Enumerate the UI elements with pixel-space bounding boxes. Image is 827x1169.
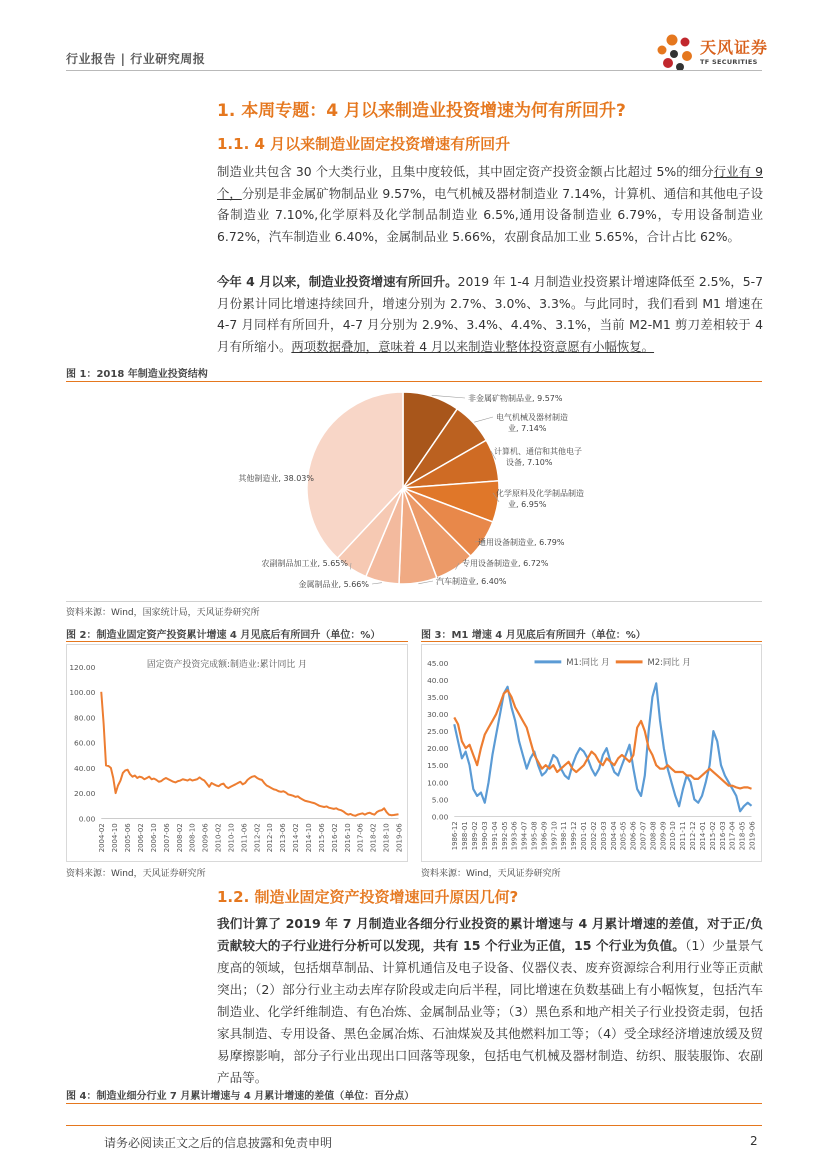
x-tick-label: 2015-02 [708,821,717,851]
x-tick-label: 2008-10 [188,823,197,853]
figure-3-source: 资料来源：Wind，天风证券研究所 [421,869,561,879]
footer-disclaimer: 请务必阅读正文之后的信息披露和免责申明 [104,1136,333,1150]
paragraph-3 [217,913,763,1089]
x-tick-label: 2015-06 [317,823,326,853]
y-tick-label: 35.00 [427,692,449,702]
pie-label-line: 金属制品业, 5.66% [298,580,369,589]
x-tick-label: 2014-02 [292,823,301,853]
paragraph-2-tail: 两项数据叠加，意味着 4 月以来制造业整体投资意愿有小幅恢复。 [291,338,655,354]
pie-label-line: 非金属矿物制品业, 9.57% [468,394,563,403]
pie-label-line: 设备, 7.10% [506,458,553,467]
y-tick-label: 40.00 [74,763,96,773]
page-number: 2 [750,1134,758,1148]
x-tick-label: 1994-07 [520,821,529,851]
x-tick-label: 1989-02 [471,821,480,851]
x-tick-label: 2018-05 [738,821,747,851]
x-tick-label: 2008-02 [175,823,184,853]
y-tick-label: 45.00 [427,658,449,668]
y-tick-label: 10.00 [427,778,449,788]
x-tick-label: 2005-05 [619,821,628,851]
figure-1-title: 图 1：2018 年制造业投资结构 [66,369,208,380]
paragraph-1-part1: 制造业共包含 30 个大类行业，且集中度较低，其中固定资产投资金额占比超过 5%的细分 [217,164,714,179]
pie-label-line: 化学原料及化学制品制造 [496,489,584,498]
x-tick-label: 1998-11 [560,821,569,851]
y-tick-label: 5.00 [431,795,449,805]
figure-4-title: 图 4：制造业细分行业 7 月累计增速与 4 月累计增速的差值（单位：百分点） [66,1091,415,1102]
x-tick-label: 1993-06 [510,821,519,851]
x-tick-label: 2004-04 [609,821,618,851]
figure-2-line-chart [66,644,408,862]
section-1-title: 1. 本周专题：4 月以来制造业投资增速为何有所回升? [217,101,626,121]
figure-2-source: 资料来源：Wind，天风证券研究所 [66,869,206,879]
figure-3-line-chart [421,644,762,862]
header-divider [66,70,762,71]
figure-2-title: 图 2：制造业固定资产投资累计增速 4 月见底后有所回升（单位：%） [66,630,381,641]
y-tick-label: 80.00 [74,713,96,723]
paragraph-2 [217,271,763,357]
paragraph-2-lead: 今年 4 月以来，制造业投资增速有所回升。 [217,274,458,289]
figure-3-rule [421,641,762,642]
x-tick-label: 2017-04 [728,821,737,851]
pie-label-line: 通用设备制造业, 6.79% [478,538,565,547]
x-tick-label: 2012-02 [253,823,262,853]
x-tick-label: 2012-10 [266,823,275,853]
pie-label-0 [468,393,563,403]
x-tick-label: 2018-10 [382,823,391,853]
x-tick-label: 2011-06 [240,823,249,853]
x-tick-label: 2003-03 [599,821,608,851]
paragraph-2-body: 2019 年 1-4 月制造业投资累计增速降低至 2.5%，5-7 月份累计同比增速持续回升，增速分别为 2.7%、3.0%、3.3%。与此同时，我们看到 M1 增速在 4-7 月同样有所回升，4-7 月分别为 2.9%、3.4%、4.4%、3.1%，当前 M2-M1 剪刀差相较于 4 月有所缩小。 [217,274,763,354]
figure-1-rule [66,381,762,382]
pie-label-5 [462,558,549,568]
pie-label-line: 电气机械及器材制造 [496,413,568,422]
y-tick-label: 0.00 [431,812,449,822]
report-category: 行业报告 | 行业研究周报 [66,52,206,66]
x-tick-label: 2009-06 [201,823,210,853]
section-1-2-title: 1.2. 制造业固定资产投资增速回升原因几何? [217,888,519,906]
figure-3-title: 图 3：M1 增速 4 月见底后有所回升（单位：%） [421,630,646,641]
x-tick-label: 2018-02 [369,823,378,853]
y-tick-label: 15.00 [427,761,449,771]
x-tick-label: 2019-06 [395,823,404,853]
x-tick-label: 1992-05 [500,821,509,851]
pie-label-2 [494,446,582,467]
pie-label-3 [496,488,584,509]
x-tick-label: 1986-12 [451,821,460,851]
pie-label-4 [478,537,565,547]
paragraph-1-part3: 分别是非金属矿物制品业 9.57%，电气机械及器材制造业 7.14%，计算机、通信和其他电子设备制造业 7.10%,化学原料及化学制品制造业 6.5%,通用设备制造业 6.79%，专用设备制造业 6.72%，汽车制造业 6.40%，金属制品业 5.66%，农副食品加工业 5.65%，合计占比 62%。 [217,185,763,244]
x-tick-label: 2004-02 [98,823,107,853]
y-tick-label: 20.00 [74,789,96,799]
figure-2-rule [66,641,408,642]
chart-2-title: 固定资产投资完成额:制造业:累计同比 月 [146,659,308,670]
figure-1-bottom-rule [66,601,762,602]
x-tick-label: 2010-10 [227,823,236,853]
x-tick-label: 2016-02 [330,823,339,853]
y-tick-label: 120.00 [69,662,96,672]
pie-label-7 [299,579,370,589]
pie-label-line: 计算机、通信和其他电子 [494,447,582,456]
brand-subtitle: TF SECURITIES [700,58,758,66]
y-tick-label: 40.00 [427,675,449,685]
legend-m1-label: M1:同比 月 [566,656,610,667]
x-tick-label: 2001-01 [580,821,589,851]
x-tick-label: 2005-06 [124,823,133,853]
x-tick-label: 2006-06 [629,821,638,851]
figure-1-source: 资料来源：Wind，国家统计局，天风证券研究所 [66,608,260,618]
x-tick-label: 2014-10 [305,823,314,853]
series-line-0 [454,683,751,811]
x-tick-label: 2006-10 [149,823,158,853]
x-tick-label: 2004-10 [111,823,120,853]
pie-label-line: 汽车制造业, 6.40% [436,577,507,586]
x-tick-label: 2010-02 [214,823,223,853]
x-tick-label: 1999-12 [570,821,579,851]
footer-divider [66,1125,762,1126]
y-tick-label: 0.00 [78,814,96,824]
x-tick-label: 2013-06 [279,823,288,853]
x-tick-label: 2002-02 [589,821,598,851]
x-tick-label: 2017-06 [356,823,365,853]
x-tick-label: 2007-06 [162,823,171,853]
pie-label-line: 业, 7.14% [508,424,547,433]
pie-label-line: 业, 6.95% [508,500,547,509]
x-tick-label: 2008-08 [649,821,658,851]
paragraph-3-body: （1）少量景气度高的领域，包括烟草制品、计算机通信及电子设备、仪器仪表、废弃资源综合利用行业等正贡献突出；（2）部分行业主动去库存阶段或走向后半程，同比增速在负数基础上有小幅恢复，包括汽车制造业、化学纤维制造、有色冶炼、金属制品业等；（3）黑色系和地产相关子行业投资走弱，包括家具制造、专用设备、黑色金属冶炼、石油煤炭及其他燃料加工等；（4）受全球经济增速放缓及贸易摩擦影响，部分子行业出现出口回落等现象，包括电气机械及器材制造、纺织、服装服饰、农副产品等。 [217,938,763,1085]
x-tick-label: 2010-10 [669,821,678,851]
x-tick-label: 1991-04 [490,821,499,851]
pie-label-1 [496,412,568,433]
pie-leader-7 [372,583,382,584]
y-tick-label: 25.00 [427,727,449,737]
brand-name: 天风证券 [700,38,769,57]
pie-label-line: 专用设备制造业, 6.72% [462,559,549,568]
x-tick-label: 2006-02 [137,823,146,853]
paragraph-1-underlined: 行业有 9 个， [217,164,763,201]
y-tick-label: 30.00 [427,710,449,719]
pie-label-6 [436,576,507,586]
x-tick-label: 1997-10 [550,821,559,851]
x-tick-label: 1988-01 [461,821,470,851]
y-tick-label: 60.00 [74,738,96,748]
pie-label-8 [262,558,349,568]
pie-leader-1 [474,417,493,422]
x-tick-label: 2014-01 [698,821,707,851]
x-tick-label: 1990-03 [480,821,489,851]
x-tick-label: 2009-09 [659,821,668,851]
pie-label-line: 其他制造业, 38.03% [238,474,314,483]
x-tick-label: 2012-12 [689,821,698,851]
figure-4-rule [66,1103,762,1104]
x-tick-label: 2019-06 [748,821,757,851]
x-tick-label: 2016-03 [718,821,727,851]
x-tick-label: 2007-07 [639,821,648,851]
y-tick-label: 20.00 [427,744,449,754]
figure-1-pie-chart [66,384,762,600]
brand-logo-petals [658,35,693,72]
pie-label-line: 农副制品加工业, 5.65% [261,559,348,568]
paragraph-3-lead: 我们计算了 2019 年 7 月制造业各细分行业投资的累计增速与 4 月累计增速的差值，对于正/负贡献较大的子行业进行分析可以发现，共有 15 个行业为正值，15 个行业为负值。 [217,916,763,953]
x-tick-label: 2016-10 [343,823,352,853]
x-tick-label: 2011-11 [679,821,688,851]
paragraph-1 [217,161,763,247]
x-tick-label: 1995-08 [530,821,539,851]
series-line-0 [101,692,398,816]
pie-label-9 [238,473,314,483]
section-1-1-title: 1.1. 4 月以来制造业固定投资增速有所回升 [217,135,511,153]
legend-m2-label: M2:同比 月 [647,656,691,667]
x-tick-label: 1996-09 [540,821,549,851]
y-tick-label: 100.00 [69,688,96,698]
